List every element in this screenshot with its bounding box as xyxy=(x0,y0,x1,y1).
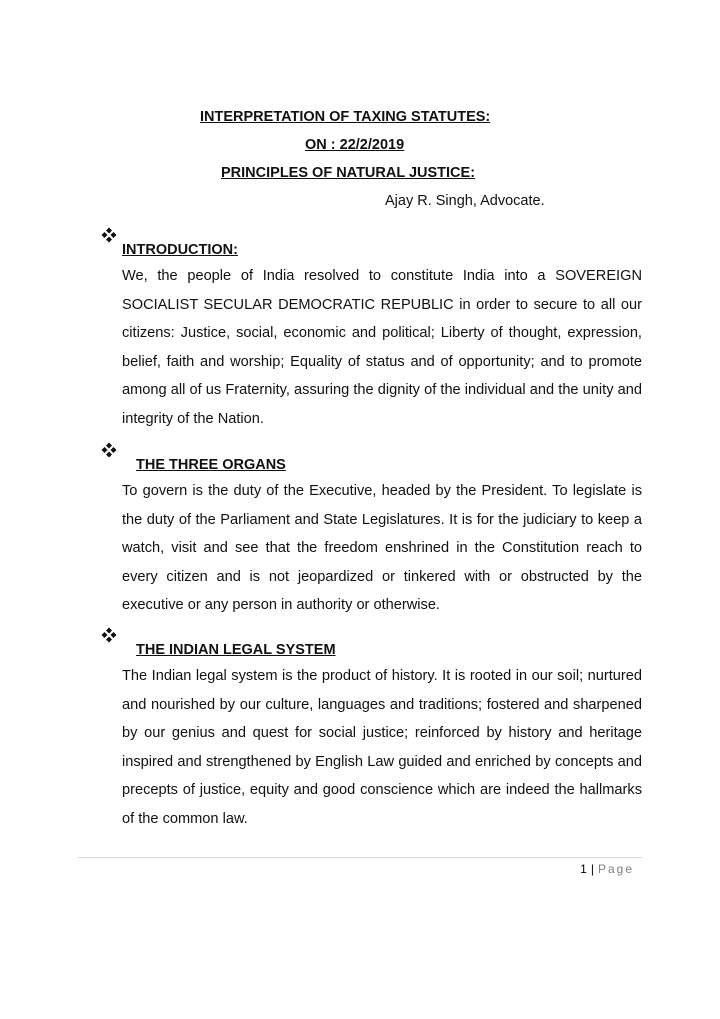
section-paragraph-three-organs: To govern is the duty of the Executive, headed by the President. To legislate is the duty of the Parliament and State Legislatures. It is for the judiciary to keep a watch, visit and see that the freedom enshrined in the Constitution reach to every citizen and is not jeopardized or tinkered with or obstructed by the executive or any person in authority or otherwise. xyxy=(122,483,642,614)
author-line: Ajay R. Singh, Advocate. xyxy=(385,193,545,209)
footer-divider xyxy=(78,857,642,858)
page-label: Page xyxy=(597,862,634,876)
document-title: INTERPRETATION OF TAXING STATUTES: xyxy=(200,109,491,125)
section-paragraph-indian-legal-system: The Indian legal system is the product of history. It is rooted in our soil; nurtured and nourished by our culture, languages and traditions; fostered and sharpened by our genius and quest for social justice; reinforced by history and heritage inspired and strengthened by English Law guided and enriched by concepts and precepts of justice, equity and good conscience which are indeed the hallmarks of the common law. xyxy=(122,668,642,827)
section-title-introduction: INTRODUCTION: xyxy=(122,242,238,258)
four-diamond-bullet-icon xyxy=(101,227,117,243)
four-diamond-bullet-icon xyxy=(101,442,117,458)
page-number: 1 xyxy=(580,862,587,876)
four-diamond-bullet-icon xyxy=(101,627,117,643)
section-paragraph-introduction: We, the people of India resolved to constitute India into a SOVEREIGN SOCIALIST SECULAR DEMOCRATIC REPUBLIC in order to secure to all our citizens: Justice, social, economic and political; Liberty of thought, expression, belief, faith and worship; Equality of status and of opportunity; and to promote among all of us Fraternity, assuring the dignity of the individual and the unity and integrity of the Nation. xyxy=(122,268,642,427)
document-date: ON : 22/2/2019 xyxy=(305,137,405,153)
footer-separator: | xyxy=(590,862,594,876)
section-title-indian-legal-system: THE INDIAN LEGAL SYSTEM xyxy=(136,642,336,658)
document-subtitle: PRINCIPLES OF NATURAL JUSTICE: xyxy=(221,165,476,181)
page-footer xyxy=(580,862,634,876)
section-title-three-organs: THE THREE ORGANS xyxy=(136,457,286,473)
